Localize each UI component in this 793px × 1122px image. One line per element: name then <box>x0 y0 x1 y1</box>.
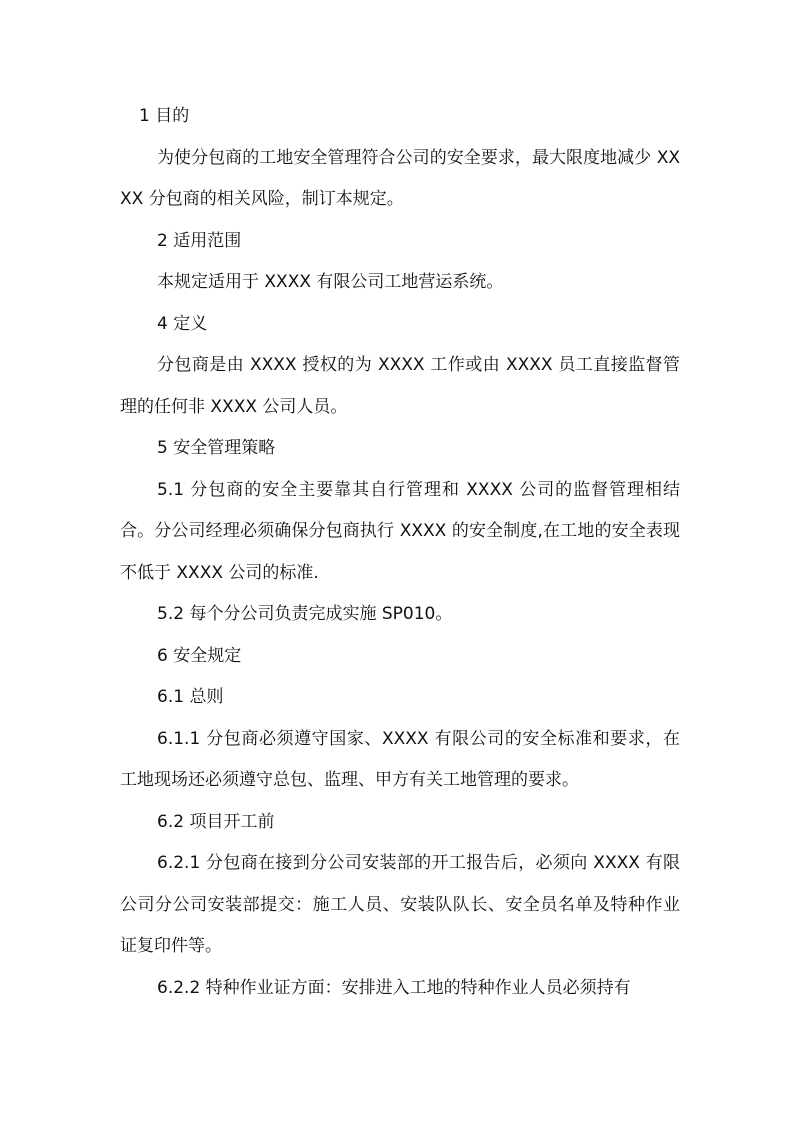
paragraph-6-2-2: 6.2.2 特种作业证方面：安排进入工地的特种作业人员必须持有 <box>157 977 631 998</box>
section-heading-purpose: 1 目的 <box>139 106 190 126</box>
paragraph-definition: 分包商是由 XXXX 授权的为 XXXX 工作或由 XXXX 员工直接监督管理的任何非 XXXX 公司人员。 <box>120 355 680 417</box>
section-heading-rules: 6 安全规定 <box>157 645 242 666</box>
section-heading-strategy: 5 安全管理策略 <box>157 438 276 458</box>
paragraph-6-1-1: 6.1.1 分包商必须遵守国家、XXXX 有限公司的安全标准和要求，在工地现场还必须遵守总包、监理、甲方有关工地管理的要求。 <box>120 728 680 790</box>
subsection-heading-6-2: 6.2 项目开工前 <box>157 811 275 832</box>
subsection-heading-6-1: 6.1 总则 <box>157 687 224 707</box>
paragraph-6-2-1: 6.2.1 分包商在接到分公司安装部的开工报告后，必须向 XXXX 有限公司分公司安装部提交：施工人员、安装队队长、安全员名单及特种作业证复印件等。 <box>120 853 680 956</box>
document-body <box>120 96 680 1009</box>
paragraph-purpose: 为使分包商的工地安全管理符合公司的安全要求，最大限度地减少 XXXX 分包商的相关风险，制订本规定。 <box>120 147 680 209</box>
section-heading-scope: 2 适用范围 <box>157 230 242 251</box>
paragraph-5-1: 5.1 分包商的安全主要靠其自行管理和 XXXX 公司的监督管理相结合。分公司经理必须确保分包商执行 XXXX 的安全制度,在工地的安全表现不低于 XXXX 公司的标准. <box>120 479 680 583</box>
paragraph-scope: 本规定适用于 XXXX 有限公司工地营运系统。 <box>157 272 504 292</box>
paragraph-5-2: 5.2 每个分公司负责完成实施 SP010。 <box>157 604 453 624</box>
section-heading-definition: 4 定义 <box>157 313 208 334</box>
